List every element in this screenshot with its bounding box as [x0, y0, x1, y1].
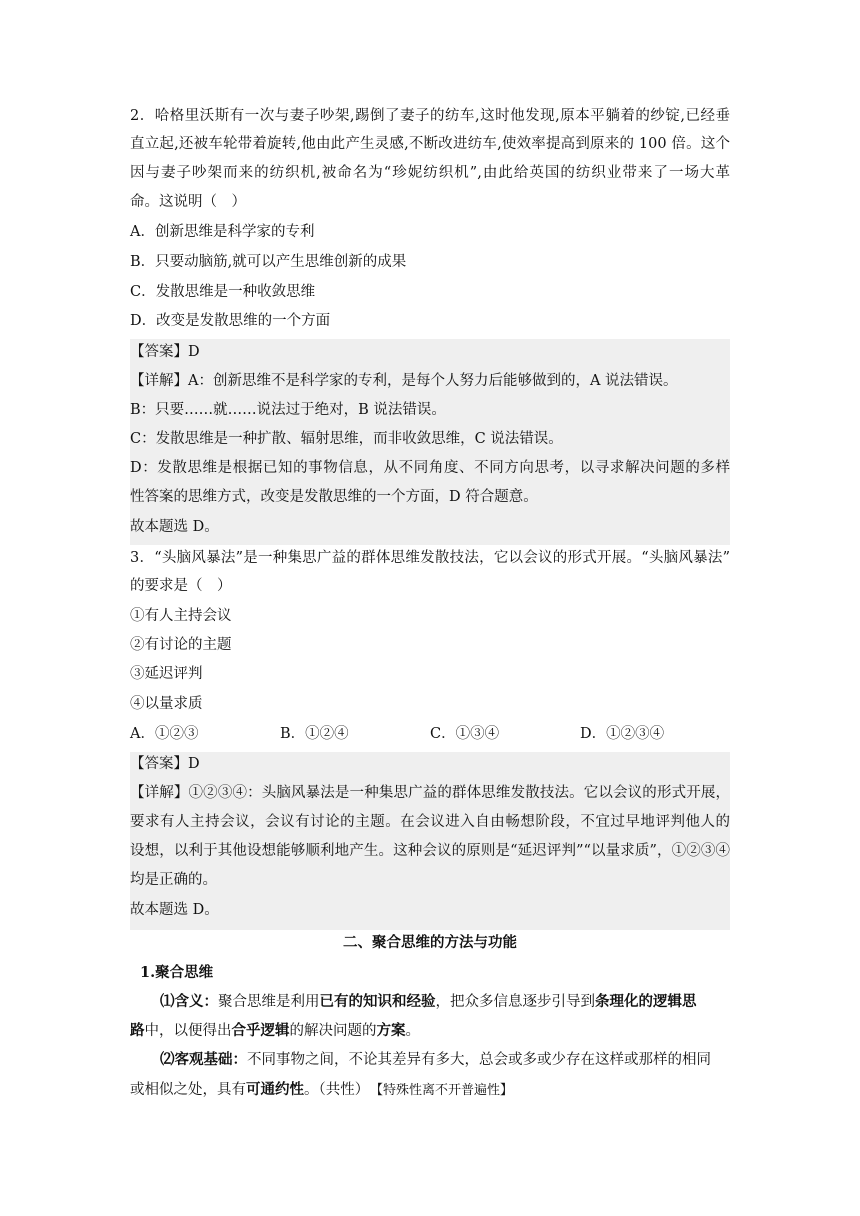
- definition-paragraph-line-1: [160, 992, 730, 1012]
- subsection-title: 1.聚合思维: [140, 964, 214, 981]
- basis-text-1: 不同事物之间，不论其差异有多大，总会或多或少存在这样或那样的相同: [247, 1052, 711, 1068]
- basis-bold-1: 可通约性: [246, 1081, 304, 1098]
- q2-detail-line-4: D：发散思维是根据已知的事物信息，从不同角度、不同方向思考，以寻求解决问题的多样: [130, 460, 730, 476]
- q2-stem-line-4: 命。这说明（ ）: [130, 194, 246, 210]
- q3-item-2: ②有讨论的主题: [130, 637, 232, 653]
- definition-bold-2: 条理化的逻辑思: [595, 993, 697, 1010]
- q3-option-c: C．①③④: [430, 726, 500, 742]
- basis-text-2: 或相似之处，具有: [130, 1082, 246, 1098]
- q2-option-a: A．创新思维是科学家的专利: [130, 224, 315, 240]
- q2-detail-line-1: 【详解】A：创新思维不是科学家的专利，是每个人努力后能够做到的，A 说法错误。: [130, 373, 678, 389]
- q2-option-d: D．改变是发散思维的一个方面: [130, 313, 331, 329]
- definition-text-2: ，把众多信息逐步引导到: [435, 994, 595, 1010]
- definition-bold-1: 已有的知识和经验: [319, 993, 436, 1010]
- q3-item-4: ④以量求质: [130, 696, 203, 712]
- q2-stem-line-1: 2．哈格里沃斯有一次与妻子吵架,踢倒了妻子的纺车,这时他发现,原本平躺着的纱锭,已经垂: [130, 108, 730, 124]
- q2-detail-line-2: B：只要……就……说法过于绝对，B 说法错误。: [130, 402, 446, 418]
- q2-detail-line-6: 故本题选 D。: [130, 519, 219, 535]
- q3-item-3: ③延迟评判: [130, 666, 203, 682]
- q2-answer: 【答案】D: [130, 344, 200, 360]
- definition-text-3: 中，以便得出: [144, 1023, 232, 1039]
- q3-answer: 【答案】D: [130, 756, 200, 772]
- basis-text-3: 。（共性）: [304, 1082, 377, 1098]
- definition-bold-4: 合乎逻辑: [231, 1022, 290, 1039]
- definition-bold-5: 方案: [376, 1022, 406, 1039]
- q2-detail-line-5: 性答案的思维方式，改变是发散思维的一个方面，D 符合题意。: [130, 489, 538, 505]
- q2-option-c: C．发散思维是一种收敛思维: [130, 284, 316, 300]
- q3-detail-line-4: 均是正确的。: [130, 872, 217, 888]
- basis-note: 【特殊性离不开普遍性】: [376, 1083, 514, 1098]
- q3-item-1: ①有人主持会议: [130, 608, 232, 624]
- definition-bold-3: 路: [130, 1022, 145, 1039]
- basis-label: ⑵客观基础：: [160, 1051, 247, 1068]
- q3-detail-line-5: 故本题选 D。: [130, 902, 219, 918]
- q2-stem-line-2: 直立起,还被车轮带着旋转,他由此产生灵感,不断改进纺车,使效率提高到原来的 100 倍。这个: [130, 136, 730, 152]
- q2-detail-line-3: C：发散思维是一种扩散、辐射思维，而非收敛思维，C 说法错误。: [130, 431, 563, 447]
- q3-option-a: A．①②③: [130, 726, 199, 742]
- basis-paragraph-line-1: [160, 1050, 730, 1070]
- q2-option-b: B．只要动脑筋,就可以产生思维创新的成果: [130, 254, 407, 270]
- q3-option-d: D．①②③④: [580, 726, 665, 742]
- q3-detail-line-1: 【详解】①②③④：头脑风暴法是一种集思广益的群体思维发散技法。它以会议的形式开展，: [130, 785, 730, 801]
- q3-stem-line-1: 3．“头脑风暴法”是一种集思广益的群体思维发散技法，它以会议的形式开展。“头脑风暴法”: [130, 550, 730, 566]
- definition-paragraph-line-2: [130, 1021, 730, 1041]
- q2-stem-line-3: 因与妻子吵架而来的纺织机,被命名为“珍妮纺织机”,由此给英国的纺织业带来了一场大革: [130, 165, 730, 181]
- section-heading: 二、聚合思维的方法与功能: [343, 934, 517, 951]
- q3-stem-line-2: 的要求是（ ）: [130, 578, 232, 594]
- definition-text-5: 。: [405, 1023, 420, 1039]
- q3-option-b: B．①②④: [280, 726, 349, 742]
- basis-paragraph-line-2: [130, 1080, 730, 1101]
- q3-detail-line-2: 要求有人主持会议，会议有讨论的主题。在会议进入自由畅想阶段，不宜过早地评判他人的: [130, 814, 730, 830]
- q3-detail-line-3: 设想，以利于其他设想能够顺利地产生。这种会议的原则是“延迟评判”“以量求质”，①②③④: [130, 843, 730, 859]
- q3-options-row: [130, 724, 730, 744]
- definition-text-4: 的解决问题的: [289, 1023, 377, 1039]
- definition-label: ⑴含义：: [160, 993, 218, 1010]
- definition-text-1: 聚合思维是利用: [218, 994, 320, 1010]
